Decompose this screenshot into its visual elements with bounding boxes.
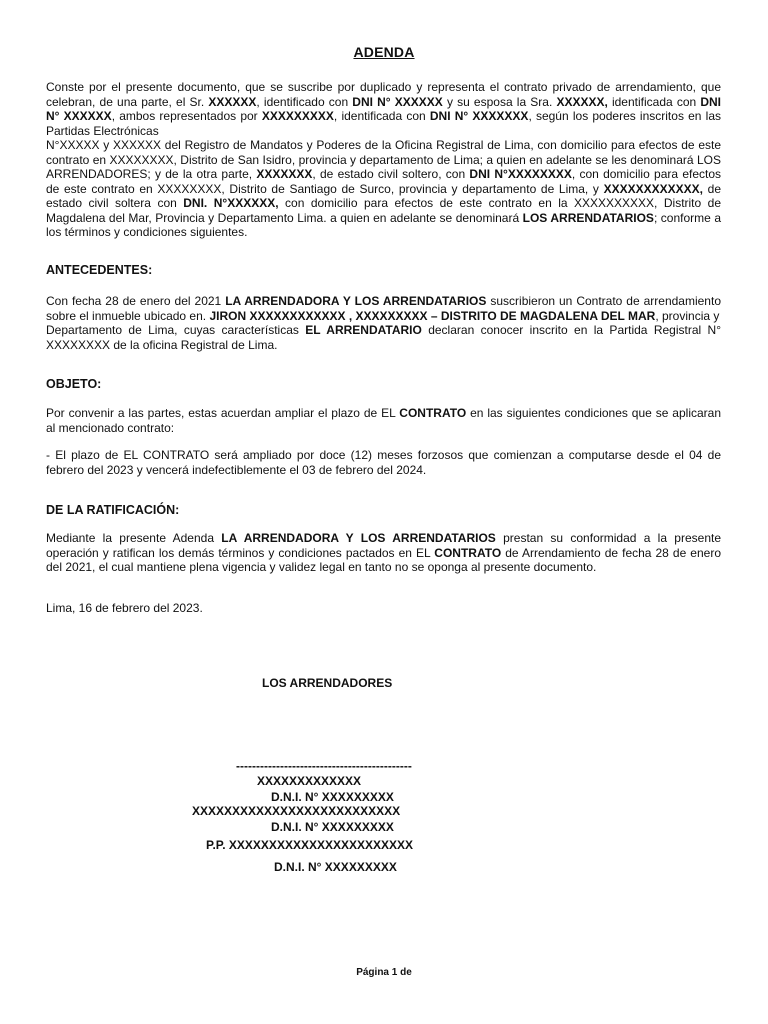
ratificacion-paragraph: Mediante la presente Adenda LA ARRENDADORA Y LOS ARRENDATARIOS prestan su conformidad a la presente operación y ratifican los demás términos y condiciones pactados en EL CONTRATO de Arrendamiento de fecha 28 de enero del 2021, el cual mantiene plena vigencia y validez legal en tanto no se oponga al presente documento.	[46, 531, 722, 574]
signer-name-2: XXXXXXXXXXXXXXXXXXXXXXXXXX	[192, 804, 401, 818]
signer-representative: P.P. XXXXXXXXXXXXXXXXXXXXXXX	[206, 838, 414, 852]
page-footer: Página 1 de	[356, 967, 412, 978]
antecedentes-heading: ANTECEDENTES:	[46, 263, 153, 277]
objeto-heading: OBJETO:	[46, 377, 102, 391]
signer-dni-3: D.N.I. N° XXXXXXXXX	[274, 860, 397, 874]
signer-name-1: XXXXXXXXXXXXX	[257, 774, 362, 788]
objeto-item: - El plazo de EL CONTRATO será ampliado por doce (12) meses forzosos que comienzan a computarse desde el 04 de febrero del 2023 y vencerá indefectiblemente el 03 de febrero del 2024.	[46, 448, 721, 477]
signer-dni-1: D.N.I. N° XXXXXXXXX	[271, 790, 394, 804]
objeto-paragraph: Por convenir a las partes, estas acuerdan ampliar el plazo de EL CONTRATO en las siguientes condiciones que se aplicaran al mencionado contrato:	[46, 406, 722, 435]
antecedentes-paragraph: Con fecha 28 de enero del 2021 LA ARRENDADORA Y LOS ARRENDATARIOS suscribieron un Contrato de arrendamiento sobre el inmueble ubicado en. JIRON XXXXXXXXXXXX , XXXXXXXXX – DISTRITO DE MAGDALENA DEL MAR, provincia y Departamento de Lima, cuyas características EL ARRENDATARIO declaran conocer inscrito en la Partida Registral N° XXXXXXXX de la oficina Registral de Lima.	[46, 294, 721, 352]
ratificacion-heading: DE LA RATIFICACIÓN:	[46, 503, 180, 517]
document-title: ADENDA	[353, 44, 415, 60]
document-date: Lima, 16 de febrero del 2023.	[46, 601, 203, 615]
intro-paragraph: Conste por el presente documento, que se suscribe por duplicado y representa el contrato privado de arrendamiento, que celebran, de una parte, el Sr. XXXXXX, identificado con DNI N° XXXXXX y su esposa la Sra. XXXXXX, identificada con DNI N° XXXXXX, ambos representados por XXXXXXXXX, identificada con DNI N° XXXXXXX, según los poderes inscritos en las Partidas Electrónicas N°XXXXX y XXXXXX del Registro de Mandatos y Poderes de la Oficina Registral de Lima, con domicilio para efectos de este contrato en XXXXXXXX, Distrito de San Isidro, provincia y departamento de Lima; a quien en adelante se les denominará LOS ARRENDADORES; y de la otra parte, XXXXXXX, de estado civil soltero, con DNI N°XXXXXXXX, con domicilio para efectos de este contrato en XXXXXXXX, Distrito de Santiago de Surco, provincia y departamento de Lima, y XXXXXXXXXXXX, de estado civil soltera con DNI. N°XXXXXX, con domicilio para efectos de este contrato en la XXXXXXXXXX, Distrito de Magdalena del Mar, Provincia y Departamento Lima. a quien en adelante se denominará LOS ARRENDATARIOS; conforme a los términos y condiciones siguientes.	[46, 80, 722, 239]
signature-block-title: LOS ARRENDADORES	[262, 676, 393, 690]
signature-line: --------------------------------------------	[236, 759, 412, 773]
signer-dni-2: D.N.I. N° XXXXXXXXX	[271, 820, 394, 834]
